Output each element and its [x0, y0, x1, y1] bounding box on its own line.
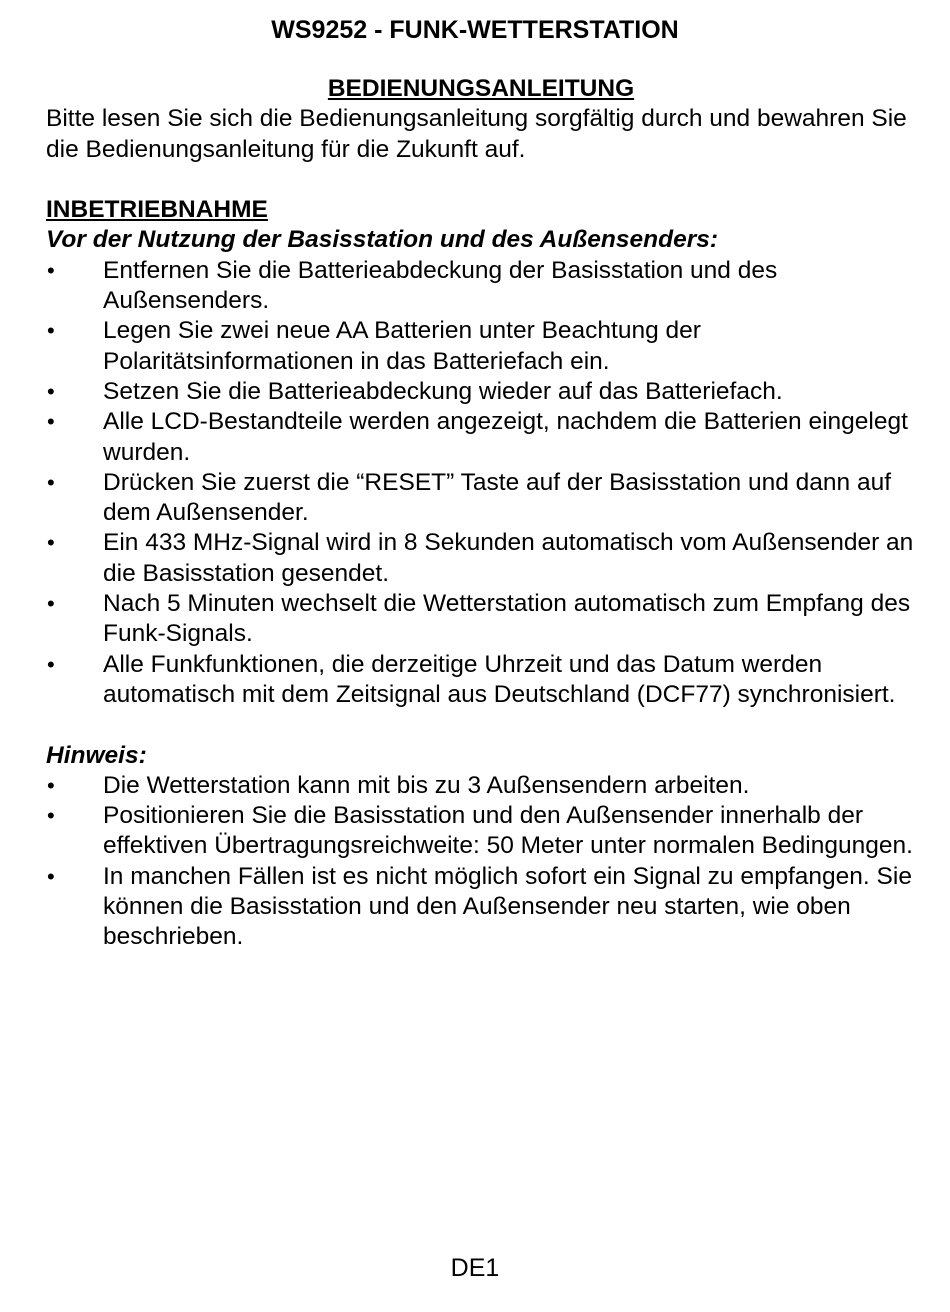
intro-paragraph: Bitte lesen Sie sich die Bedienungsanleitung sorgfältig durch und bewahren Sie die Bedienungsanleitung für die Zukunft auf. [46, 105, 907, 163]
list-item [46, 650, 916, 711]
bullet-icon: • [47, 378, 55, 404]
setup-subheading: Vor der Nutzung der Basisstation und des Außensenders: [46, 226, 719, 254]
setup-list [46, 256, 916, 710]
list-item [46, 589, 916, 650]
list-item [46, 801, 916, 862]
list-item-text: Drücken Sie zuerst die “RESET” Taste auf der Basisstation und dann auf dem Außensender. [103, 468, 892, 527]
list-item [46, 862, 916, 953]
spacer [46, 710, 916, 740]
list-item-text: Nach 5 Minuten wechselt die Wetterstation automatisch zum Empfang des Funk-Signals. [103, 590, 911, 648]
bullet-icon: • [47, 591, 55, 617]
list-item [46, 528, 916, 589]
document-body [46, 74, 916, 953]
setup-heading: INBETRIEBNAHME [46, 196, 268, 224]
bullet-icon: • [47, 469, 55, 495]
list-item-text: Entfernen Sie die Batterieabdeckung der Basisstation und des Außensenders. [103, 256, 778, 315]
spacer [46, 165, 916, 195]
list-item [46, 256, 916, 317]
bullet-icon: • [47, 803, 55, 829]
list-item [46, 771, 916, 801]
bullet-icon: • [47, 409, 55, 435]
list-item-text: Alle LCD-Bestandteile werden angezeigt, nachdem die Batterien eingelegt wurden. [103, 408, 908, 466]
list-item-text: Ein 433 MHz-Signal wird in 8 Sekunden automatisch vom Außensender an die Basisstation gesendet. [103, 529, 914, 587]
list-item-text: Die Wetterstation kann mit bis zu 3 Außensendern arbeiten. [103, 771, 750, 799]
bullet-icon: • [47, 530, 55, 556]
list-item [46, 377, 916, 407]
list-item [46, 468, 916, 529]
note-list [46, 771, 916, 953]
list-item [46, 407, 916, 468]
list-item-text: Positionieren Sie die Basisstation und den Außensender innerhalb der effektiven Übertragungsreichweite: 50 Meter unter normalen Bedingungen. [103, 802, 913, 860]
list-item-text: Alle Funkfunktionen, die derzeitige Uhrzeit und das Datum werden automatisch mit dem Zeitsignal aus Deutschland (DCF77) synchronisiert. [103, 650, 896, 708]
list-item-text: Legen Sie zwei neue AA Batterien unter Beachtung der Polaritätsinformationen in das Batteriefach ein. [103, 317, 701, 375]
list-item [46, 316, 916, 377]
bullet-icon: • [47, 863, 55, 889]
bullet-icon: • [47, 651, 55, 677]
page-number: DE1 [450, 1254, 500, 1282]
document-title: WS9252 - FUNK-WETTERSTATION [271, 16, 679, 44]
list-item-text: Setzen Sie die Batterieabdeckung wieder auf das Batteriefach. [103, 377, 783, 405]
note-heading: Hinweis: [46, 741, 147, 769]
bullet-icon: • [47, 257, 55, 283]
document-subtitle: BEDIENUNGSANLEITUNG [327, 75, 635, 102]
list-item-text: In manchen Fällen ist es nicht möglich sofort ein Signal zu empfangen. Sie können die Basisstation und den Außensender neu starten, wie oben beschrieben. [103, 862, 912, 951]
bullet-icon: • [47, 318, 55, 344]
bullet-icon: • [47, 772, 55, 798]
